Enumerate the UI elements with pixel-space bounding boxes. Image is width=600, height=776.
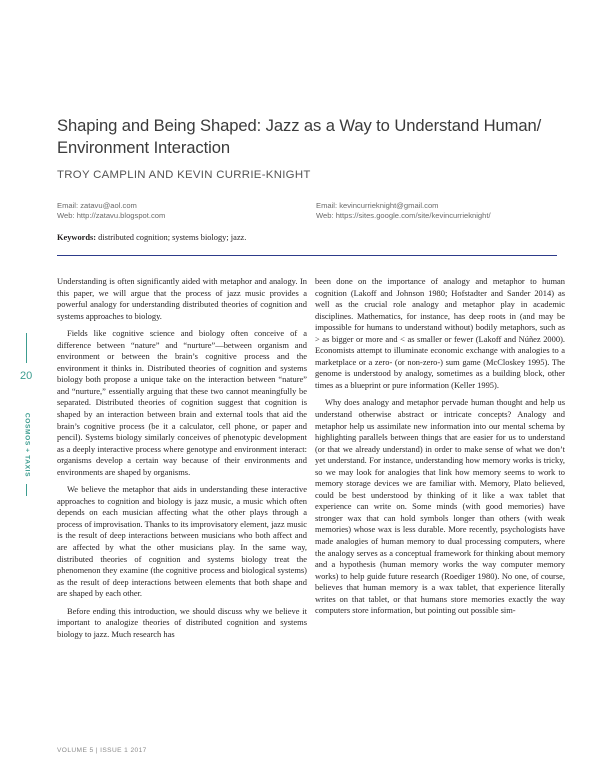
paragraph: Understanding is often significantly aided with metaphor and analogy. In this paper, we will argue that the process of jazz music provides a powerful analogy for understanding distributed theories of cognition and systems approaches to biology. [57,276,307,321]
paragraph: We believe the metaphor that aids in understanding these interactive approaches to cognition and biology is jazz music, a music which often depends on each musician affecting what the other plays through a process of improvisation. Thanks to its improvisatory element, jazz music is the result of deep interactions between musicians who both affect and are affected by what the other musicians play. In the same way, distributed theories of cognition and systems biology treat the phenomenon they examine (the cognitive process and biological systems) as the result of deep interactions between elements that both shape and are shaped by each other. [57,484,307,599]
keywords-label: Keywords: [57,233,97,242]
article-title: Shaping and Being Shaped: Jazz as a Way to Understand Human/ Environment Interaction [57,116,542,157]
body-column-left [57,276,307,640]
keywords [57,233,246,242]
paragraph: Before ending this introduction, we should discuss why we believe it important to analogize theories of distributed cognition and systems biology to jazz. Much research has [57,605,307,639]
sidebar-line-bottom [26,484,27,496]
paragraph: Fields like cognitive science and biology often conceive of a difference between “nature” and “nurture”—between organism and environment or between the brain’s cognitive process and the environment it thinks in. Distributed theories of cognition and systems biology both propose a unique take on the interaction between “nature” and “nurture,” essentially arguing that these two cannot meaningfully be separated. Distributed theories of cognition suggest that cognition is shaped by an interaction between brain and external tools that aid the brain’s cognitive process (be it a calculator, cell phone, or paper and pencil). Systems biology similarly conceives of phenotypic development as a deeply interactive process where genotype and environment interact: organisms develop a certain way because of their environments and environments are shaped by organisms. [57,328,307,477]
journal-name-vertical: COSMOS + TAXIS [23,412,31,478]
paragraph: been done on the importance of analogy and metaphor to human cognition (Lakoff and Johnson 1980; Hofstadter and Sander 2014) as well as the crucial role analogy and metaphor play in academic disciplines. Mathematics, for instance, has deep roots in (and may be impossible for humans to understand without) bodily metaphors, such as > as bigger or more and < as smaller or fewer (Lakoff and Núñez 2000). Economists attempt to illuminate economic exchange with analogies to a marketplace or a zero- (or non-zero-) sum game (McCloskey 1995). The genome is understood by analogy, sometimes as a building block, other times as a blueprint or pure information (Keller 1995). [315,276,565,390]
article-authors: TROY CAMPLIN AND KEVIN CURRIE-KNIGHT [57,169,311,181]
paragraph: Why does analogy and metaphor pervade human thought and help us understand otherwise abstract or intricate concepts? Analogy and metaphor help us assimilate new information into our mental schema by highlighting parallels between things that are easier for us to understand (or that we already understand) in order to make sense of what we don’t yet understand. For instance, understanding how memory works is tricky, so we may look for analogies that link how memory seems to work to memory storage devices we are familiar with. Memory, Plato believed, could be best understood by thinking of it like a wax tablet that experience can write on. Some minds (with good memories) have stronger wax that can hold symbols longer than others (with weak memories) whose wax is less durable. More recently, psychologists have made analogies of human memory to dual processing computers, where the analogy serves as a conceptual framework for thinking about memory and a hypothesis (human memory works the way computer memory works) to help guide future research (Roediger 1980). No one, of course, believes that human memory is a wax tablet, that experience literally writes on that tablet, or that humans store memories exactly the way computers store information, but pointing out possible sim- [315,397,565,616]
footer-volume-issue: VOLUME 5 | ISSUE 1 2017 [57,747,147,754]
header-divider [57,255,557,256]
author-web-left[interactable]: Web: http://zatavu.blogspot.com [57,211,166,220]
body-column-right [315,276,565,617]
keywords-value: distributed cognition; systems biology; jazz. [96,233,247,242]
author-email-right[interactable]: Email: kevincurrieknight@gmail.com [316,201,439,210]
page-number: 20 [20,370,33,382]
author-email-left[interactable]: Email: zatavu@aol.com [57,201,137,210]
author-contact-right [316,201,491,221]
sidebar-line-top [26,333,27,363]
author-contact-left [57,201,165,221]
author-web-right[interactable]: Web: https://sites.google.com/site/kevincurrieknight/ [316,211,491,220]
